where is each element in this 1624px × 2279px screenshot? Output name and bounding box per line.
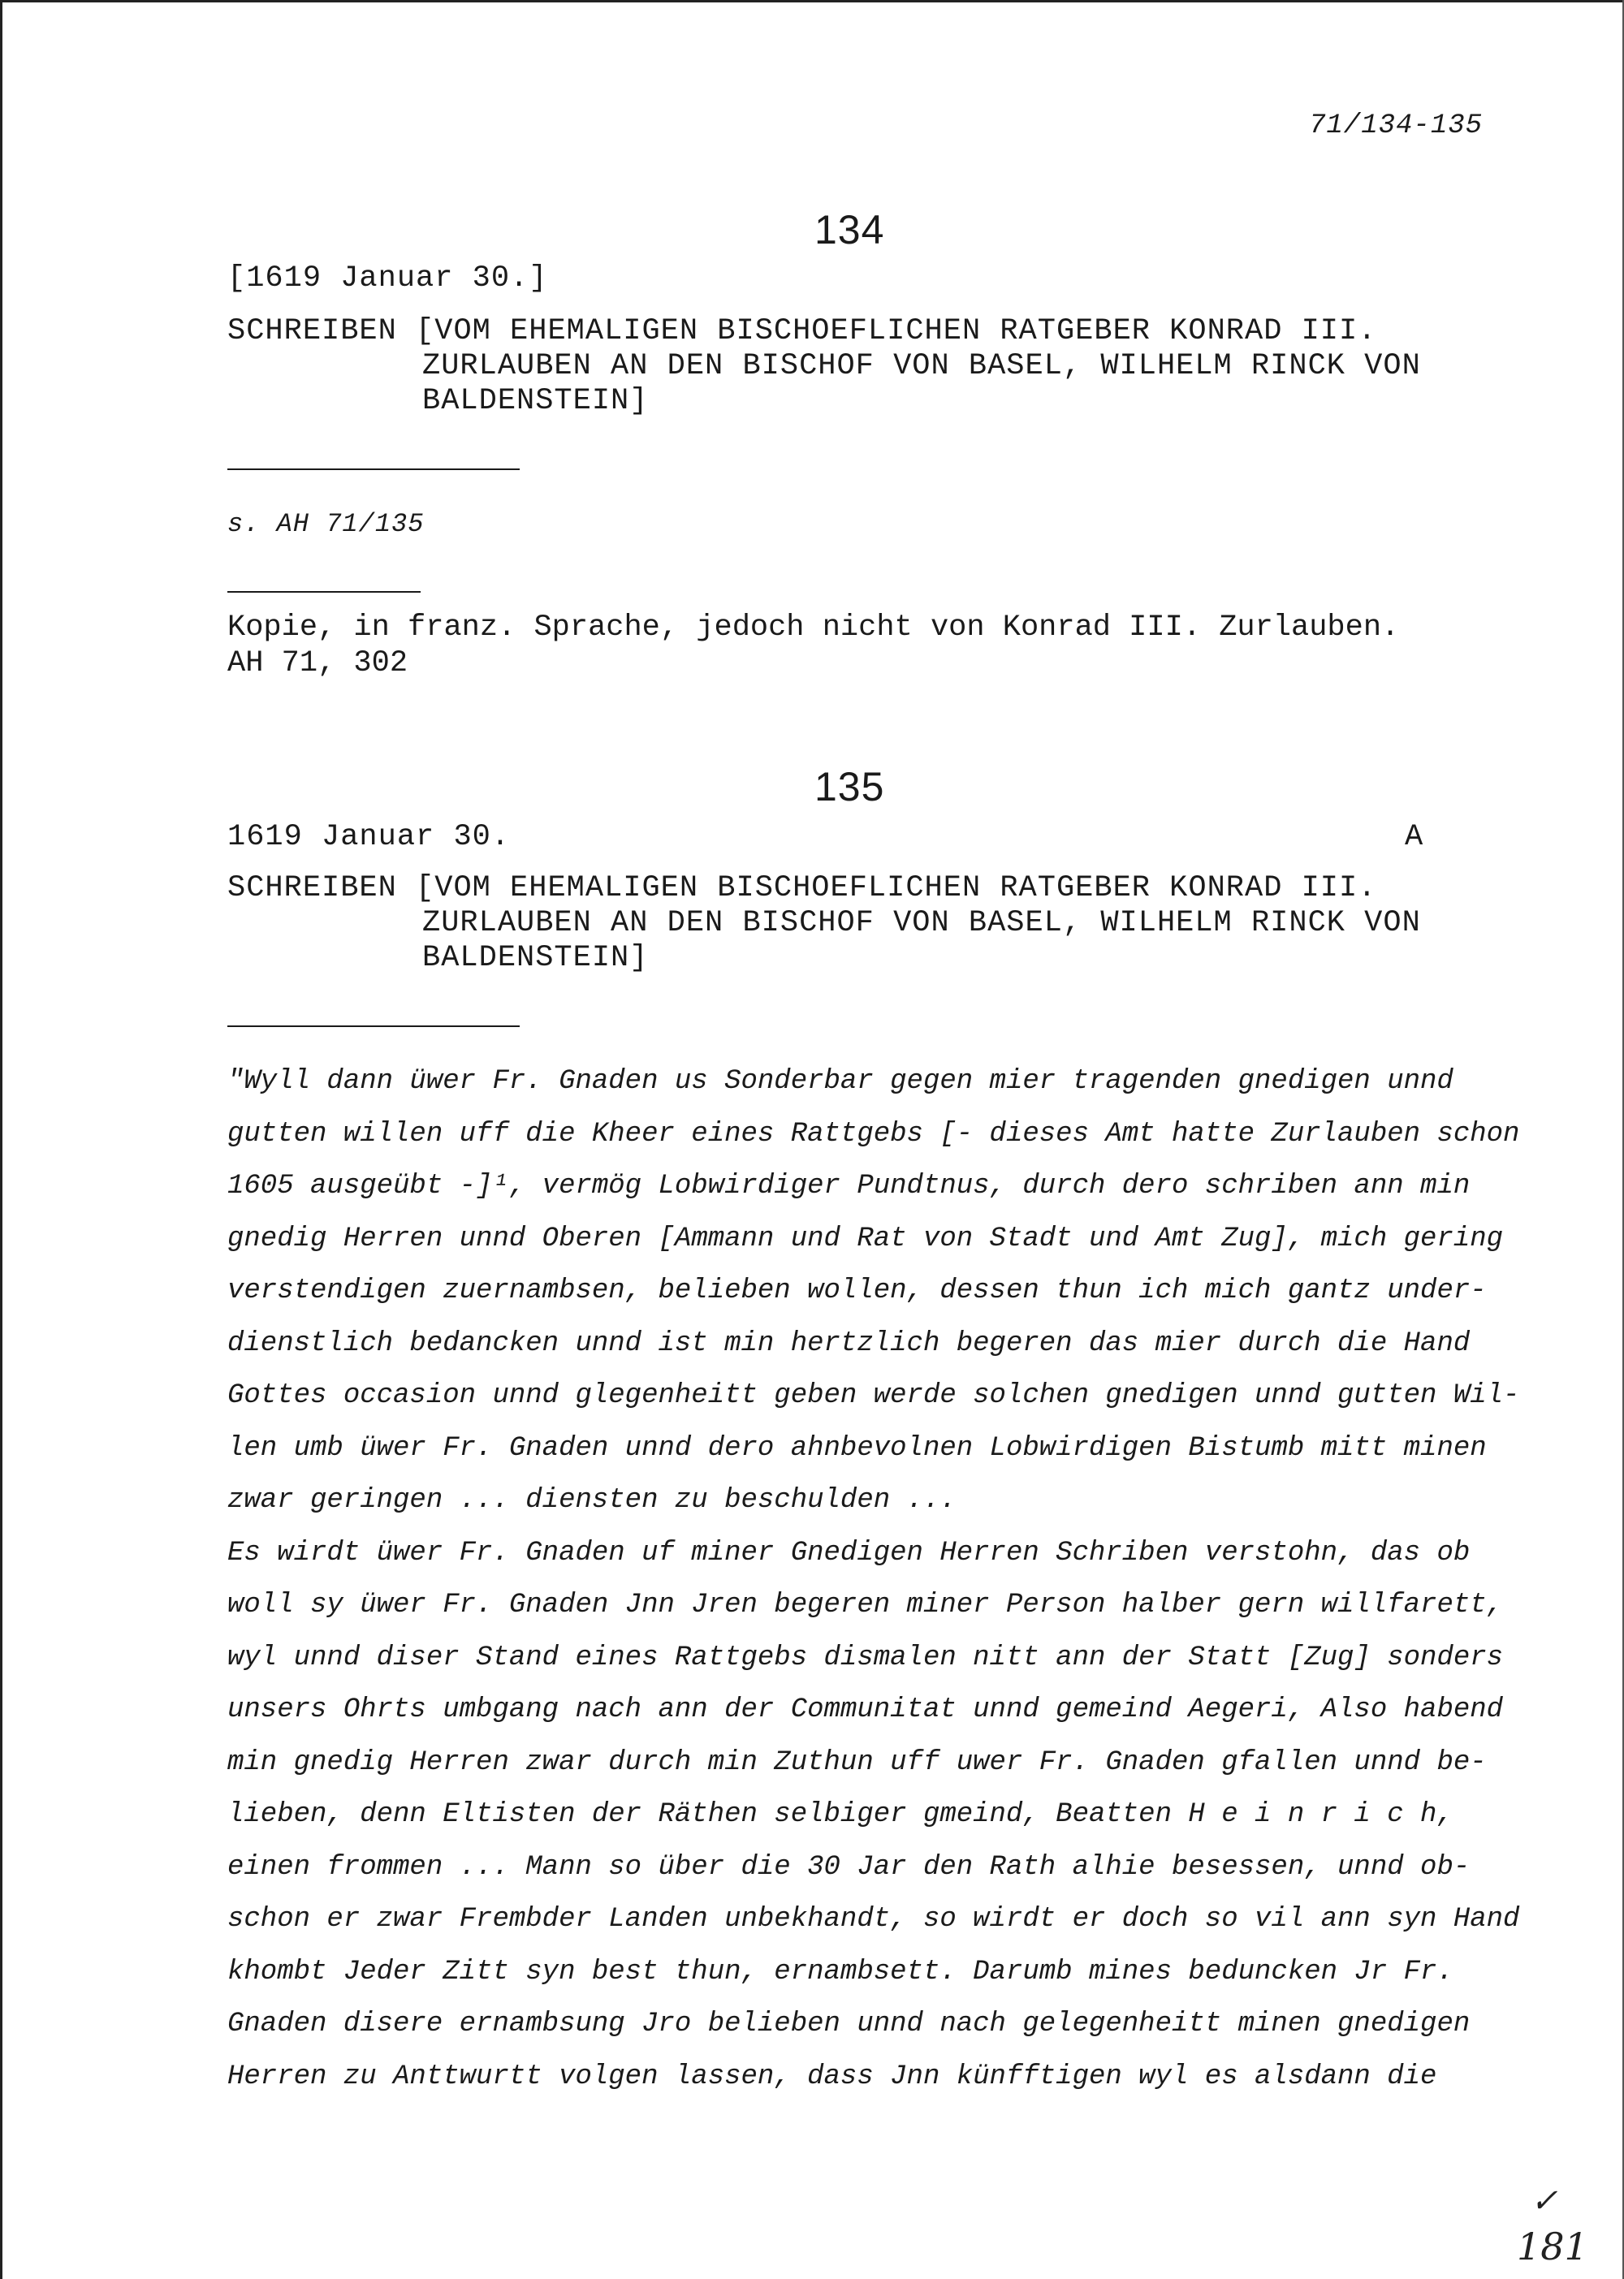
text-line: Gottes occasion unnd glegenheitt geben werde solchen gnedigen unnd gutten Wil- — [227, 1380, 1520, 1411]
text-line: "Wyll dann üwer Fr. Gnaden us Sonderbar gegen mier tragenden gnedigen unnd — [227, 1066, 1453, 1097]
text-line: woll sy üwer Fr. Gnaden Jnn Jren begeren miner Person halber gern willfarett, — [227, 1590, 1504, 1621]
text-line: 1605 ausgeübt -]¹, vermög Lobwirdiger Pundtnus, durch dero schriben ann min — [227, 1171, 1471, 1202]
entry-134-note-line1: Kopie, in franz. Sprache, jedoch nicht von Konrad III. Zurlauben. — [227, 611, 1400, 645]
page-reference: 71/134-135 — [1309, 110, 1484, 141]
text-line: gnedig Herren unnd Oberen [Ammann und Rat von Stadt und Amt Zug], mich gering — [227, 1223, 1504, 1254]
text-line: dienstlich bedancken unnd ist min hertzlich begeren das mier durch die Hand — [227, 1327, 1471, 1359]
page-top-edge — [0, 0, 1624, 2]
page-left-edge — [0, 0, 2, 2279]
text-line: Gnaden disere ernambsung Jro belieben unnd nach gelegenheitt minen gnedigen — [227, 2009, 1471, 2039]
text-line: unsers Ohrts umbgang nach ann der Communitat unnd gemeind Aegeri, Also habend — [227, 1694, 1504, 1725]
entry-134-note-line2: AH 71, 302 — [227, 646, 408, 680]
divider-rule — [227, 1025, 520, 1027]
text-line: khombt Jeder Zitt syn best thun, ernambsett. Darumb mines beduncken Jr Fr. — [227, 1956, 1453, 1988]
text-line: len umb üwer Fr. Gnaden unnd dero ahnbevolnen Lobwirdigen Bistumb mitt minen — [227, 1432, 1487, 1464]
check-mark: ✓ — [1531, 2182, 1558, 2220]
entry-135-marker: A — [1405, 820, 1424, 854]
entry-134-heading-line1: SCHREIBEN [VOM EHEMALIGEN BISCHOEFLICHEN RATGEBER KONRAD III. — [227, 314, 1377, 348]
text-line: Herren zu Anttwurtt volgen lassen, dass Jnn künfftigen wyl es alsdann die — [227, 2061, 1437, 2092]
entry-134-number: 134 — [814, 207, 885, 253]
text-line: Es wirdt üwer Fr. Gnaden uf miner Gnedigen Herren Schriben verstohn, das ob — [227, 1537, 1471, 1569]
entry-134-date: [1619 Januar 30.] — [227, 261, 548, 296]
text-line: zwar geringen ... diensten zu beschulden ... — [227, 1485, 957, 1516]
entry-135-number: 135 — [814, 764, 885, 809]
text-line: min gnedig Herren zwar durch min Zuthun uff uwer Fr. Gnaden gfallen unnd be- — [227, 1746, 1487, 1778]
text-line: schon er zwar Frembder Landen unbekhandt, so wirdt er doch so vil ann syn Hand — [227, 1904, 1520, 1935]
entry-135-heading-line2: ZURLAUBEN AN DEN BISCHOF VON BASEL, WILHELM RINCK VON — [422, 906, 1421, 940]
entry-134-reference: s. AH 71/135 — [227, 509, 425, 539]
text-line: einen frommen ... Mann so über die 30 Jar den Rath alhie besessen, unnd ob- — [227, 1851, 1471, 1883]
text-line: verstendigen zuernambsen, belieben wollen, dessen thun ich mich gantz under- — [227, 1275, 1487, 1306]
entry-135-heading-line3: BALDENSTEIN] — [422, 941, 649, 975]
divider-rule — [227, 468, 520, 470]
entry-134-heading-line3: BALDENSTEIN] — [422, 384, 649, 418]
entry-135-date: 1619 Januar 30. — [227, 820, 511, 854]
text-line: wyl unnd diser Stand eines Rattgebs dismalen nitt ann der Statt [Zug] sonders — [227, 1642, 1504, 1673]
folio-number: 181 — [1517, 2225, 1588, 2268]
entry-135-heading-line1: SCHREIBEN [VOM EHEMALIGEN BISCHOEFLICHEN RATGEBER KONRAD III. — [227, 871, 1377, 905]
text-line: lieben, denn Eltisten der Räthen selbiger gmeind, Beatten H e i n r i c h, — [227, 1799, 1453, 1830]
entry-134-heading-line2: ZURLAUBEN AN DEN BISCHOF VON BASEL, WILHELM RINCK VON — [422, 349, 1421, 383]
text-line: gutten willen uff die Kheer eines Rattgebs [- dieses Amt hatte Zurlauben schon — [227, 1118, 1520, 1150]
divider-rule — [227, 591, 421, 593]
letter-transcription — [227, 1055, 1527, 2103]
